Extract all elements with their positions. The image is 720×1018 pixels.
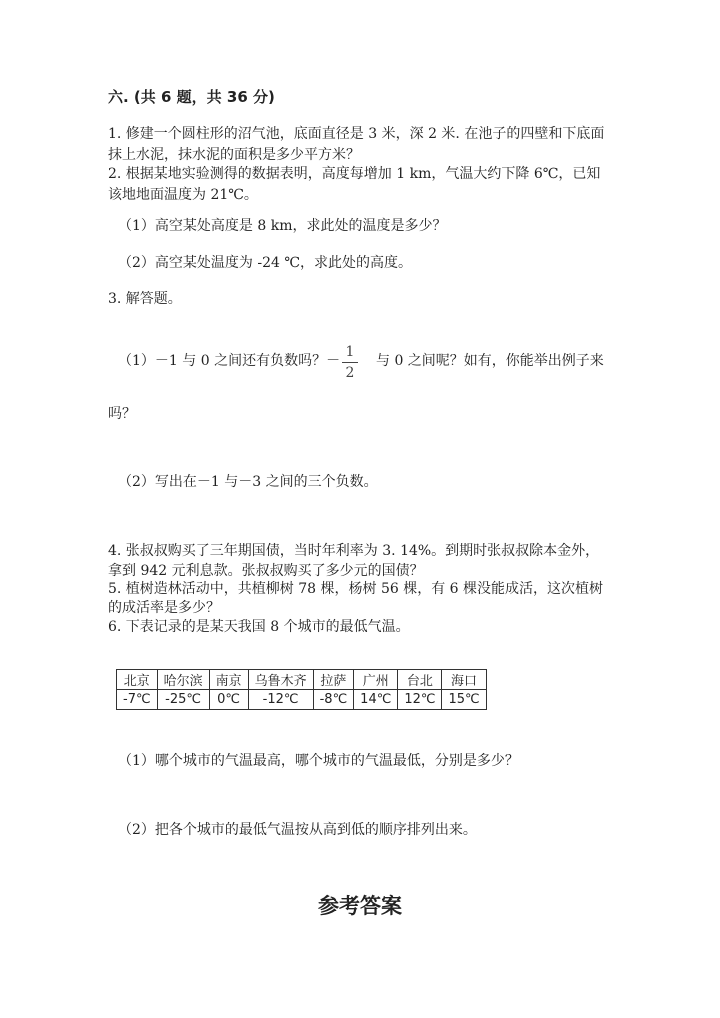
temperature-cell: -25℃	[157, 690, 209, 710]
question-3-part-1-c: 吗？	[108, 406, 136, 422]
answer-title: 参考答案	[318, 894, 402, 918]
question-2-line-1: 2. 根据某地实验测得的数据表明，高度每增加 1 km，气温大约下降 6℃，已知	[108, 166, 601, 182]
question-3-part-2: （2）写出在－1 与－3 之间的三个负数。	[118, 474, 378, 490]
temperature-cell: -7℃	[117, 690, 158, 710]
question-5-line-1: 5. 植树造林活动中，共植柳树 78 棵，杨树 56 棵，有 6 棵没能成活，这次植树	[108, 581, 604, 597]
question-5-line-2: 的成活率是多少？	[108, 600, 220, 616]
question-2-part-1: （1）高空某处高度是 8 km，求此处的温度是多少？	[118, 218, 447, 234]
city-row	[117, 670, 487, 690]
question-6-line-1: 6. 下表记录的是某天我国 8 个城市的最低气温。	[108, 619, 410, 635]
temperature-cell: 12℃	[398, 690, 442, 710]
temperature-table	[116, 669, 487, 710]
city-cell: 拉萨	[313, 670, 354, 690]
question-4-line-1: 4. 张叔叔购买了三年期国债，当时年利率为 3. 14%。到期时张叔叔除本金外，	[108, 543, 600, 559]
city-cell: 乌鲁木齐	[248, 670, 313, 690]
question-6-part-2: （2）把各个城市的最低气温按从高到低的顺序排列出来。	[118, 822, 477, 838]
question-3-title: 3. 解答题。	[108, 291, 182, 307]
temperature-cell: 15℃	[442, 690, 486, 710]
city-cell: 海口	[442, 670, 486, 690]
temperature-cell: -8℃	[313, 690, 354, 710]
temperature-cell: 14℃	[354, 690, 398, 710]
question-3-part-1-a: （1）－1 与 0 之间还有负数吗？－	[118, 353, 341, 369]
city-cell: 广州	[354, 670, 398, 690]
temperature-cell: 0℃	[209, 690, 248, 710]
question-6-part-1: （1）哪个城市的气温最高，哪个城市的气温最低，分别是多少？	[118, 753, 519, 769]
temperature-row	[117, 690, 487, 710]
temperature-cell: -12℃	[248, 690, 313, 710]
fraction-bar	[342, 362, 358, 363]
question-1-line-1: 1. 修建一个圆柱形的沼气池，底面直径是 3 米，深 2 米. 在池子的四壁和下底面	[108, 126, 605, 142]
city-cell: 台北	[398, 670, 442, 690]
city-cell: 哈尔滨	[157, 670, 209, 690]
fraction-numerator: 1	[345, 344, 355, 360]
city-cell: 南京	[209, 670, 248, 690]
question-2-line-2: 该地地面温度为 21℃。	[108, 187, 258, 203]
question-4-line-2: 拿到 942 元利息款。张叔叔购买了多少元的国债？	[108, 563, 424, 579]
fraction-denominator: 2	[345, 365, 355, 381]
question-2-part-2: （2）高空某处温度为 -24 ℃，求此处的高度。	[118, 255, 413, 271]
city-cell: 北京	[117, 670, 158, 690]
question-3-part-1-b: 与 0 之间呢？如有，你能举出例子来	[376, 353, 604, 369]
question-1-line-2: 抹上水泥，抹水泥的面积是多少平方米？	[108, 147, 360, 163]
fraction-one-half	[336, 344, 364, 381]
section-title: 六. (共 6 题，共 36 分)	[108, 88, 275, 106]
